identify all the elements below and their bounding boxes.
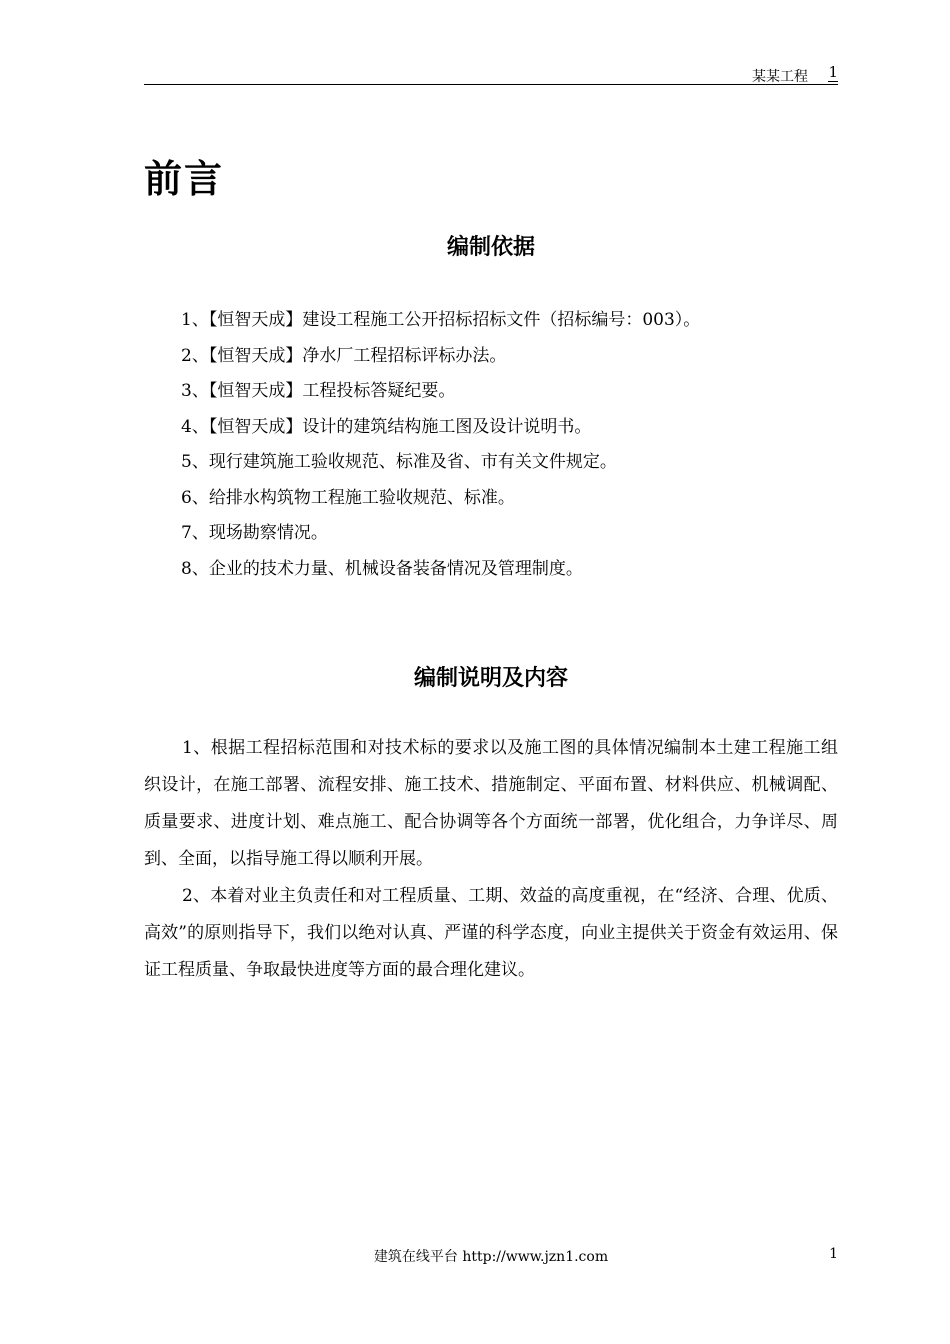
section-heading-content: 编制说明及内容 — [413, 666, 568, 691]
footer-text: 建筑在线平台 http://www.jzn1.com — [373, 1249, 609, 1265]
list-item: 1、【恒智天成】建设工程施工公开招标招标文件（招标编号：003）。 — [181, 310, 701, 330]
paragraph: 2、本着对业主负责任和对工程质量、工期、效益的高度重视，在“经济、合理、优质、高效”的原则指导下，我们以绝对认真、严谨的科学态度，向业主提供关于资金有效运用、保证工程质量、争取最快进度等方面的最合理化建议。 — [144, 886, 838, 980]
section-heading-basis: 编制依据 — [446, 235, 535, 260]
page-footer — [144, 1246, 838, 1266]
list-item: 7、现场勘察情况。 — [181, 523, 328, 543]
paragraph: 1、根据工程招标范围和对技术标的要求以及施工图的具体情况编制本土建工程施工组织设计，在施工部署、流程安排、施工技术、措施制定、平面布置、材料供应、机械调配、质量要求、进度计划、难点施工、配合协调等各个方面统一部署，优化组合，力争详尽、周到、全面，以指导施工得以顺利开展。 — [144, 738, 838, 869]
list-item: 8、企业的技术力量、机械设备装备情况及管理制度。 — [181, 558, 583, 579]
list-item: 3、【恒智天成】工程投标答疑纪要。 — [181, 381, 456, 401]
page-header — [144, 62, 838, 85]
basis-list — [181, 308, 700, 592]
list-item: 4、【恒智天成】设计的建筑结构施工图及设计说明书。 — [181, 416, 592, 437]
list-item: 6、给排水构筑物工程施工验收规范、标准。 — [181, 487, 515, 508]
list-item: 2、【恒智天成】净水厂工程招标评标办法。 — [181, 345, 507, 366]
header-title: 某某工程 — [752, 69, 808, 85]
document-title: 前言 — [144, 157, 225, 201]
footer-page-number: 1 — [829, 1246, 838, 1262]
list-item: 5、现行建筑施工验收规范、标准及省、市有关文件规定。 — [181, 452, 617, 472]
header-page-number: 1 — [828, 63, 838, 81]
